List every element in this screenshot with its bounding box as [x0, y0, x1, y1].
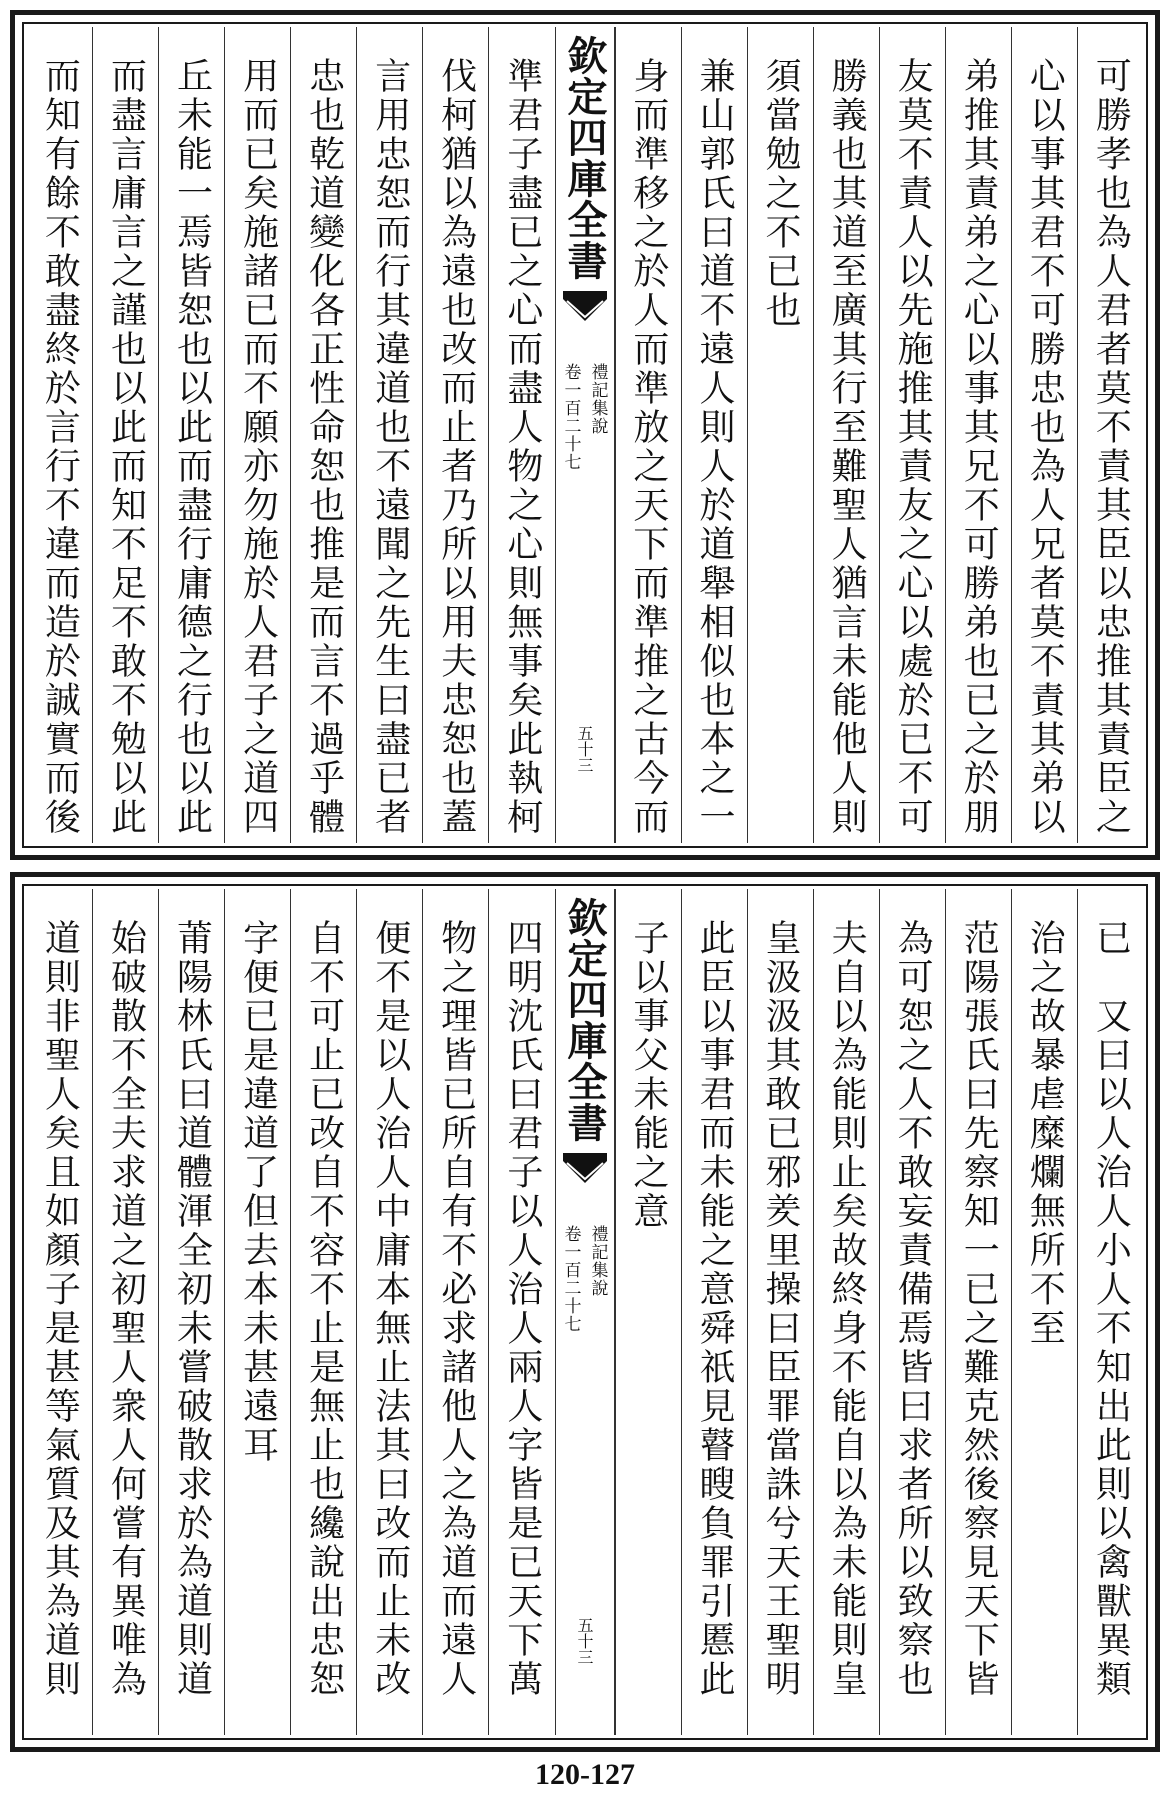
text-column: 須當勉之不已也 [747, 27, 813, 843]
text-column: 始破散不全夫求道之初聖人衆人何嘗有異唯為 [92, 889, 158, 1735]
book-title: 禮記集說 [587, 1225, 608, 1297]
text-column: 四明沈氏曰君子以人治人兩人字皆是已天下萬 [488, 889, 554, 1735]
collection-title: 欽定四庫全書 [561, 897, 608, 1143]
text-column: 而盡言庸言之謹也以此而知不足不敢不勉以此 [92, 27, 158, 843]
text-column: 子以事父未能之意 [615, 889, 681, 1735]
book-info [559, 1225, 611, 1333]
text-column: 心以事其君不可勝忠也為人兄者莫不責其弟以 [1011, 27, 1077, 843]
text-column: 忠也乾道變化各正性命恕也推是而言不過乎體 [290, 27, 356, 843]
text-column: 治之故暴虐糜爛無所不至 [1011, 889, 1077, 1735]
book-info [559, 363, 611, 471]
lower-columns [27, 889, 1143, 1735]
text-column: 夫自以為能則止矣故終身不能自以為未能則皇 [813, 889, 879, 1735]
text-column: 便不是以人治人中庸本無止法其曰改而止未改 [356, 889, 422, 1735]
text-column: 字便已是違道了但去本未甚遠耳 [224, 889, 290, 1735]
text-column: 物之理皆已所自有不必求諸他人之為道而遠人 [422, 889, 488, 1735]
page-footer-number: 120-127 [535, 1758, 635, 1791]
page-center-strip [555, 889, 615, 1735]
text-column: 身而準移之於人而準放之天下而準推之古今而 [615, 27, 681, 843]
text-column: 弟推其責弟之心以事其兄不可勝弟也已之於朋 [945, 27, 1011, 843]
text-column: 用而已矣施諸已而不願亦勿施於人君子之道四 [224, 27, 290, 843]
upper-page-frame [10, 10, 1160, 860]
text-column: 自不可止已改自不容不止是無止也纔說出忠恕 [290, 889, 356, 1735]
leaf-number: 五十三 [575, 1617, 594, 1665]
fishtail-mark-icon [563, 287, 607, 327]
text-column: 丘未能一焉皆恕也以此而盡行庸德之行也以此 [158, 27, 224, 843]
text-column: 友莫不責人以先施推其責友之心以處於已不可 [879, 27, 945, 843]
volume-label: 卷一百二十七 [560, 363, 581, 471]
lower-page-frame [10, 872, 1160, 1752]
text-column: 準君子盡已之心而盡人物之心則無事矣此執柯 [488, 27, 554, 843]
text-column: 莆陽林氏曰道體渾全初未嘗破散求於為道則道 [158, 889, 224, 1735]
text-column: 勝義也其道至廣其行至難聖人猶言未能他人則 [813, 27, 879, 843]
text-column: 已 又曰以人治人小人不知出此則以禽獸異類 [1077, 889, 1143, 1735]
text-column: 兼山郭氏曰道不遠人則人於道舉相似也本之一 [681, 27, 747, 843]
text-column: 范陽張氏曰先察知一已之難克然後察見天下皆 [945, 889, 1011, 1735]
text-column: 為可恕之人不敢妄責備焉皆曰求者所以致察也 [879, 889, 945, 1735]
text-column: 此臣以事君而未能之意舜祇見瞽瞍負罪引慝此 [681, 889, 747, 1735]
volume-label: 卷一百二十七 [560, 1225, 581, 1333]
text-column: 可勝孝也為人君者莫不責其臣以忠推其責臣之 [1077, 27, 1143, 843]
text-column: 伐柯猶以為遠也改而止者乃所以用夫忠恕也蓋 [422, 27, 488, 843]
upper-columns [27, 27, 1143, 843]
text-column: 而知有餘不敢盡終於言行不違而造於誠實而後 [39, 57, 81, 837]
fishtail-mark-icon [563, 1149, 607, 1189]
collection-title: 欽定四庫全書 [561, 35, 608, 281]
text-column: 言用忠恕而行其違道也不遠聞之先生曰盡已者 [356, 27, 422, 843]
text-column: 道則非聖人矣且如顏子是甚等氣質及其為道則 [39, 919, 81, 1699]
leaf-number: 五十三 [575, 725, 594, 773]
page-center-strip [555, 27, 615, 843]
book-title: 禮記集說 [587, 363, 608, 435]
text-column: 皇汲汲其敢已邪羑里操曰臣罪當誅兮天王聖明 [747, 889, 813, 1735]
